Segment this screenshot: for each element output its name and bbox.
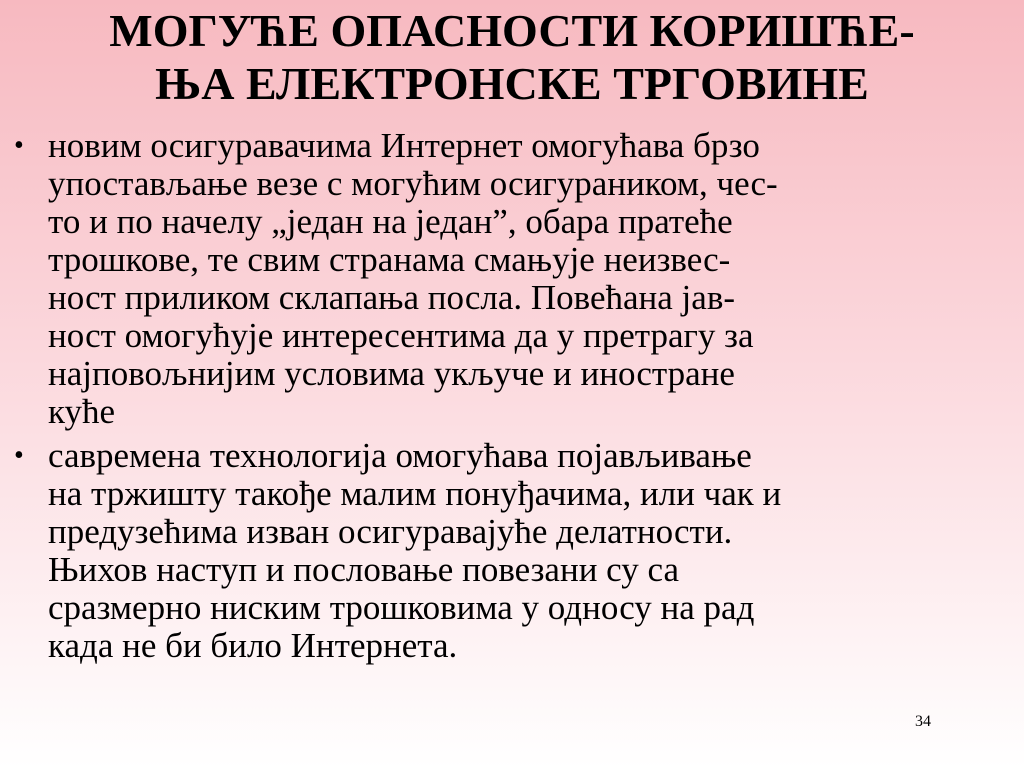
- slide-title-line: ЊА ЕЛЕКТРОНСКЕ ТРГОВИНЕ: [155, 58, 869, 109]
- bullet-text-line: трошкове, те свим странама смањује неизвес-: [48, 240, 731, 279]
- bullet-text-line: савремена технологија омогућава појављивање: [48, 436, 752, 475]
- bullet-text-line: упостављање везе с могућим осигураником, чес-: [48, 164, 778, 203]
- slide-title-line: МОГУЋЕ ОПАСНОСТИ КОРИШЋЕ-: [109, 5, 915, 56]
- bullet-text-line: то и по начелу „један на један”, обара пратеће: [48, 202, 733, 241]
- bullet-text-line: најповољнијим условима укључе и иностране: [48, 354, 735, 393]
- bullet-text-line: новим осигуравачима Интернет омогућава брзо: [48, 126, 760, 165]
- bullet-text-line: Њихов наступ и пословање повезани су са: [48, 550, 679, 589]
- bullet-text-line: куће: [48, 392, 116, 431]
- bullet-item: [14, 437, 1014, 665]
- bullet-marker: •: [14, 440, 24, 471]
- slide-title: [0, 4, 1024, 110]
- bullet-text-line: када не би било Интернета.: [48, 626, 458, 665]
- bullet-text-line: ност омогућује интересентима да у претрагу за: [48, 316, 754, 355]
- page-number: 34: [915, 713, 931, 730]
- bullet-item: [14, 127, 1014, 431]
- bullet-text-line: на тржишту такође малим понуђачима, или чак и: [48, 474, 782, 513]
- bullet-text-line: ност приликом склапања посла. Повећана јав-: [48, 278, 735, 317]
- bullet-list: [14, 127, 1014, 671]
- bullet-text-line: предузећима изван осигуравајуће делатности.: [48, 512, 733, 551]
- bullet-text-line: сразмерно ниским трошковима у односу на рад: [48, 588, 755, 627]
- bullet-marker: •: [14, 130, 24, 161]
